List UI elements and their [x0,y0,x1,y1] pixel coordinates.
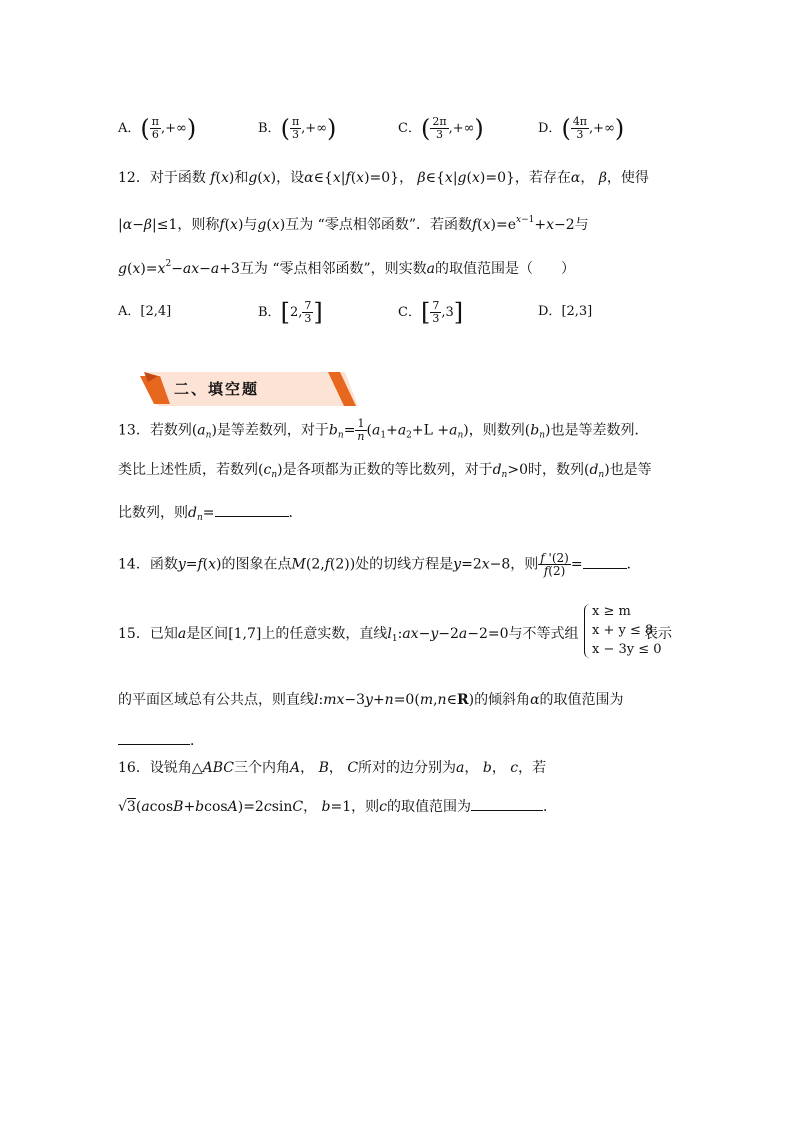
q13-answer-blank[interactable] [215,502,289,517]
q12-line-3: $g(x)=x^2-ax-a+3$互为 “零点相邻函数”，则实数a的取值范围是（ ） [118,259,576,277]
q14-line: 14．函数y=f(x)的图象在点M(2,f(2))处的切线方程是y=2x−8，则 $\frac{f '(2)}{f(2)}$ = ． [118,551,641,578]
section-title: 二、填空题 [174,380,260,398]
q14-answer-blank[interactable] [583,554,627,569]
q15-line-1: 15．已知a是区间[1,7]上的任意实数，直线$l_1:ax-y-2a-2=0$与不等式组 [118,626,579,644]
q13-line-1: 13．若数列$(a_n)$是等差数列，对于$b_n=$ $\frac{1}{n}$ $(a_1+a_2+L +a_n)$，则数列$(b_n)$也是等差数列． [118,417,649,443]
q12-option-d: D．[2,3] [538,304,593,319]
q12-option-a: A．[2,4] [118,304,172,319]
q15-answer-blank[interactable] [118,730,190,745]
q12-line-2: |α−β|≤1，则称f(x)与g(x)互为 “零点相邻函数”．若函数$f(x)=e^{x-1}+x-2$与 [118,215,589,233]
q11-option-a: A．( $\frac{\pi}{6}$ ,+∞) [118,114,197,143]
q16-answer-blank[interactable] [471,796,543,811]
q13-line-3: 比数列，则$d_n=$ ． [118,502,303,528]
q11-option-c: C．( $\frac{2\pi}{3}$ ,+∞) [398,114,484,143]
q12-option-b: B．[2, $\frac{7}{3}$ ] [258,298,323,327]
q15-inequality-system: x ≥ m x + y ≤ 8 x − 3y ≤ 0 [584,604,684,664]
q15-line-1-tail: 表示 [644,626,672,642]
q16-line-1: 16．设锐角△ABC三个内角A， B， C所对的边分别为a， b， c，若 [118,760,547,776]
q11-option-d: D．( $\frac{4\pi}{3}$ ,+∞) [538,114,625,143]
q13-line-2: 类比上述性质，若数列$(c_n)$是各项都为正数的等比数列，对于$d_n>0$时，数列$(d_n)$也是等 [118,462,652,480]
section-banner [140,368,360,408]
q16-line-2: √3(acosB+bcosA)=2csinC， b=1，则c的取值范围为 ． [118,796,557,817]
q12-line-1: 12．对于函数 f(x)和g(x)，设α∈{x|f(x)=0}， β∈{x|g(x)=0}，若存在α， β，使得 [118,170,649,186]
q15-line-2: 的平面区域总有公共点，则直线l:mx−3y+n=0(m,n∈R)的倾斜角α的取值范围为 [118,692,624,708]
q15-line-3: ． [118,730,204,751]
q12-option-c: C．[ $\frac{7}{3}$ ,3] [398,298,464,327]
q11-option-b: B．( $\frac{\pi}{3}$ ,+∞) [258,114,337,143]
